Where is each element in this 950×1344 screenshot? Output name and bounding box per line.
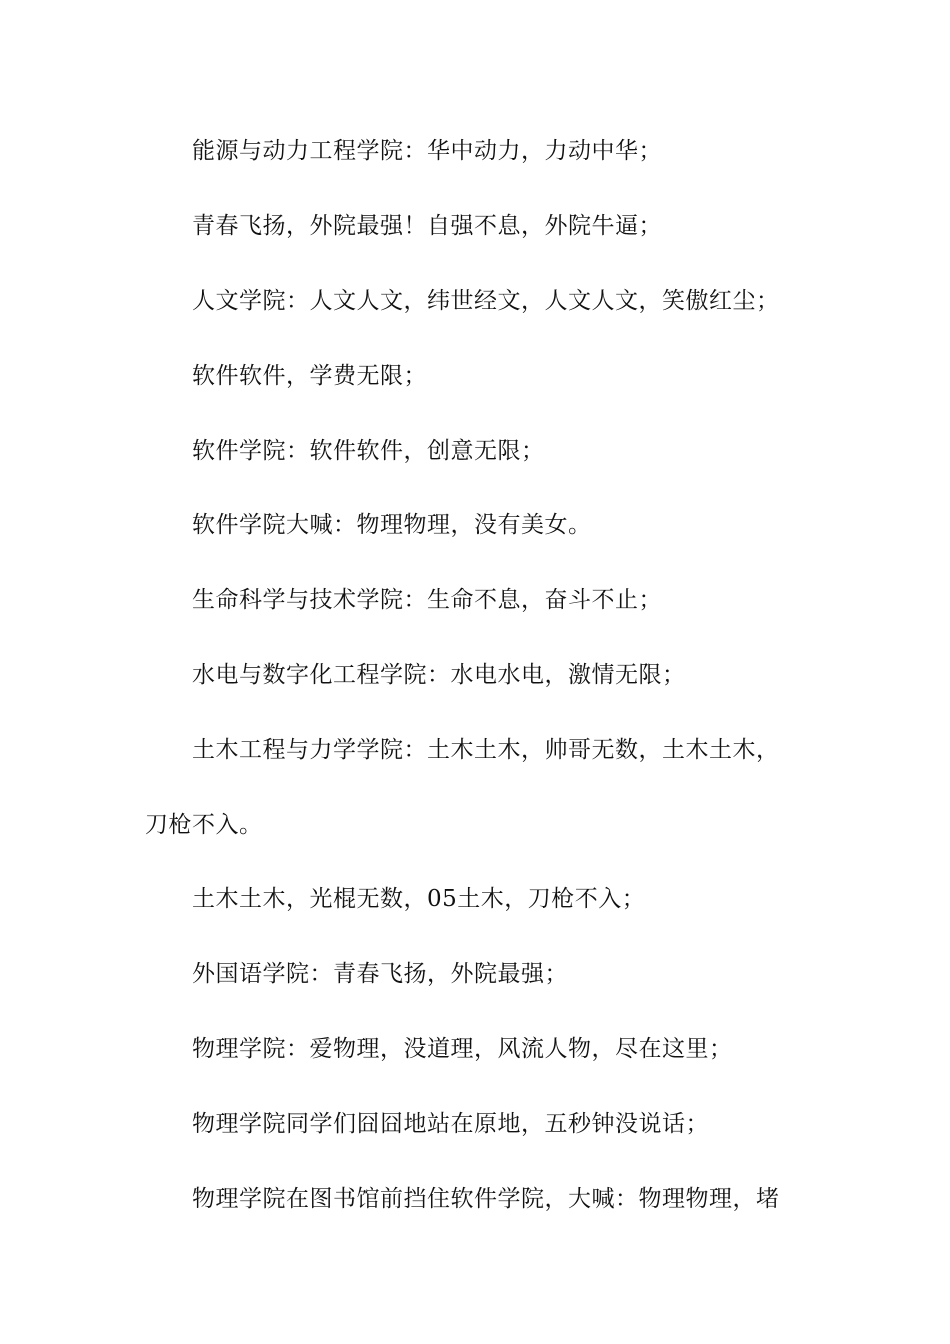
paragraph-line: 土木土木，光棍无数，05土木，刀枪不入； <box>192 886 646 912</box>
paragraph-line: 物理学院同学们囧囧地站在原地，五秒钟没说话； <box>192 1111 709 1137</box>
paragraph-line: 人文学院：人文人文，纬世经文，人文人文，笑傲红尘； <box>192 288 780 314</box>
paragraph-line: 物理学院在图书馆前挡住软件学院，大喊：物理物理，堵 <box>192 1186 780 1212</box>
paragraph-line: 生命科学与技术学院：生命不息，奋斗不止； <box>192 587 662 613</box>
paragraph-line: 物理学院：爱物理，没道理，风流人物，尽在这里； <box>192 1036 733 1062</box>
paragraph-line-continuation: 刀枪不入。 <box>145 812 263 838</box>
paragraph-line: 软件学院大喊：物理物理，没有美女。 <box>192 512 592 538</box>
paragraph-line: 能源与动力工程学院：华中动力，力动中华； <box>192 138 662 164</box>
paragraph-line: 外国语学院：青春飞扬，外院最强； <box>192 961 568 987</box>
paragraph-line: 水电与数字化工程学院：水电水电，激情无限； <box>192 662 686 688</box>
paragraph-line: 软件学院：软件软件，创意无限； <box>192 438 545 464</box>
paragraph-line: 青春飞扬，外院最强！自强不息，外院牛逼； <box>192 213 662 239</box>
paragraph-line: 土木工程与力学学院：土木土木，帅哥无数，土木土木， <box>192 737 780 763</box>
paragraph-line: 软件软件，学费无限； <box>192 363 427 389</box>
